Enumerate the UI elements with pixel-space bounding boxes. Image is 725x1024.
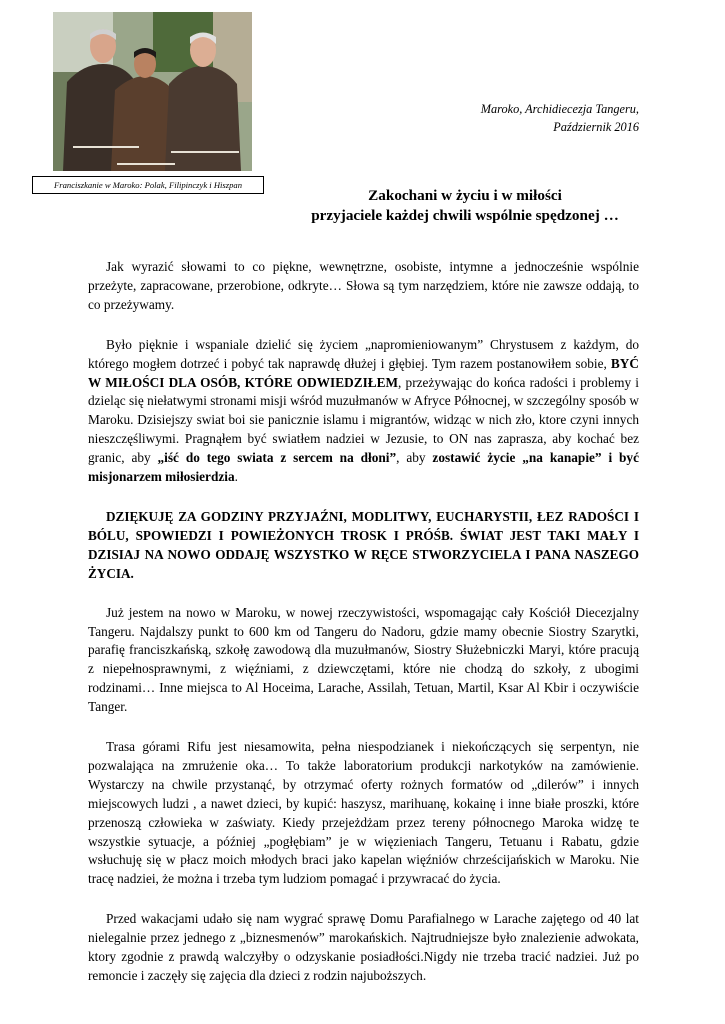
p2-emphasis-missionary: zostawić życie „na kanapie” i być misjonarzem miłosierdzia	[88, 450, 639, 485]
p2-text-g: .	[234, 469, 238, 485]
p2-text-e: , aby	[396, 450, 433, 466]
header-meta	[481, 100, 639, 136]
photo-caption: Franciszkanie w Maroko: Polak, Filipinczyk i Hiszpan	[32, 176, 264, 194]
article-body	[88, 258, 639, 986]
paragraph-2	[88, 336, 639, 487]
friars-photo	[53, 12, 252, 171]
p2-emphasis-heart: „iść do tego swiata z sercem na dłoni”	[157, 450, 397, 466]
location-line: Maroko, Archidiecezja Tangeru,	[480, 102, 639, 116]
p2-text-c: , przeżywając do końca radości i problemy i dzieląc się niełatwymi stronami misji wśród muzułmanów w Afryce Północnej, w szczególny sposób w Maroku. Dzisiejszy swiat boi sie panicznie islamu i migrantów, widząc w nich zło, ktore czyni innych nieszczęśliwymi. Pragnąłem być swiatłem nadziei w Jezusie, to ON nas zaprasza, aby kochać bez granic, aby	[88, 374, 639, 466]
paragraph-5: Trasa górami Rifu jest niesamowita, pełna niespodzianek i niekończących się serpentyn, nie pozwalająca na zmrużenie oka… To także laboratorium produkcji narkotyków na zamówienie. Wystarczy na chwile przystanąć, by otrzymać oferty rożnych formatów od „dilerów” i innych miejscowych ludzi , a nawet dzieci, by kupić: haszysz, marihuanę, kokainę i inne białe proszki, które przenoszą człowieka w zaświaty. Kiedy przejeżdżam przez tereny północnego Maroka widzę te wszystkie sytuacje, a później „pogłębiam” je w więzieniach Tangeru, Tetuanu i Rabatu, gdzie wsłuchuję się w płacz moich młodych braci jako kapelan więźniów chrześcijańskich w Maroku. Nie tracę nadziei, że można i trzeba tym ludziom pomagać i przywracać do życia.	[88, 739, 639, 887]
p2-emphasis-caps: BYĆ W MIŁOŚCI DLA OSÓB, KTÓRE ODWIEDZIŁEM	[88, 355, 639, 390]
paragraph-3-thanks: DZIĘKUJĘ ZA GODZINY PRZYJAŹNI, MODLITWY, EUCHARYSTII, ŁEZ RADOŚCI I BÓLU, SPOWIEDZI I POWIEŻONYCH TROSK I PRÓŚB. ŚWIAT JEST TAKI MAŁY I DZISIAJ NA NOWO ODDAJĘ WSZYSTKO W RĘCE STWORZYCIELA I PANA NASZEGO ŻYCIA.	[88, 508, 639, 581]
title-line-1: Zakochani w życiu i w miłości	[368, 187, 562, 204]
paragraph-4: Już jestem na nowo w Maroku, w nowej rzeczywistości, wspomagając cały Kościół Diecezjalny Tangeru. Najdalszy punkt to 600 km od Tangeru do Nadoru, gdzie mamy obecnie Siostry Szarytki, parafię franciszkańską, szkołę zawodową dla muzułmanów, Siostry Służebniczki Maryi, które pracują z niepełnosprawnymi, z więźniami, z dziewczętami, które nie chodzą do szkoły, z ubogimi rodzinami… Inne miejsca to Al Hoceima, Larache, Assilah, Tetuan, Martil, Ksar Al Kbir i oczywiście Tanger.	[88, 604, 639, 715]
title-line-2: przyjaciele każdej chwili wspólnie spędzonej …	[311, 207, 619, 224]
paragraph-1: Jak wyrazić słowami to co piękne, wewnętrzne, osobiste, intymne a jednocześnie wspólnie przeżyte, zapracowane, przerobione, odkryte… Słowa są tym narzędziem, które nie zawsze oddają, to co przeżywamy.	[88, 259, 639, 312]
p2-text-a: Było pięknie i wspaniale dzielić się życiem „napromieniowanym” Chrystusem z każdym, do którego mogłem dotrzeć i pobyć tak naprawdę dłużej i głębiej. Tym razem postanowiłem sobie,	[88, 336, 639, 371]
friars-photo-illustration	[53, 12, 252, 171]
date-line: Październik 2016	[553, 120, 639, 134]
article-title	[260, 186, 670, 226]
paragraph-6: Przed wakacjami udało się nam wygrać sprawę Domu Parafialnego w Larache zajętego od 40 lat nielegalnie przez jednego z „biznesmenów” marokańskich. Najtrudniejsze było znalezienie adwokata, ktory zgodnie z prawdą walczyłby o odzyskanie posiadłości.Nigdy nie trzeba tracić nadziei. Już po remoncie i zaczęły się zajęcia dla dzieci z rodzin najuboższych.	[88, 911, 639, 983]
